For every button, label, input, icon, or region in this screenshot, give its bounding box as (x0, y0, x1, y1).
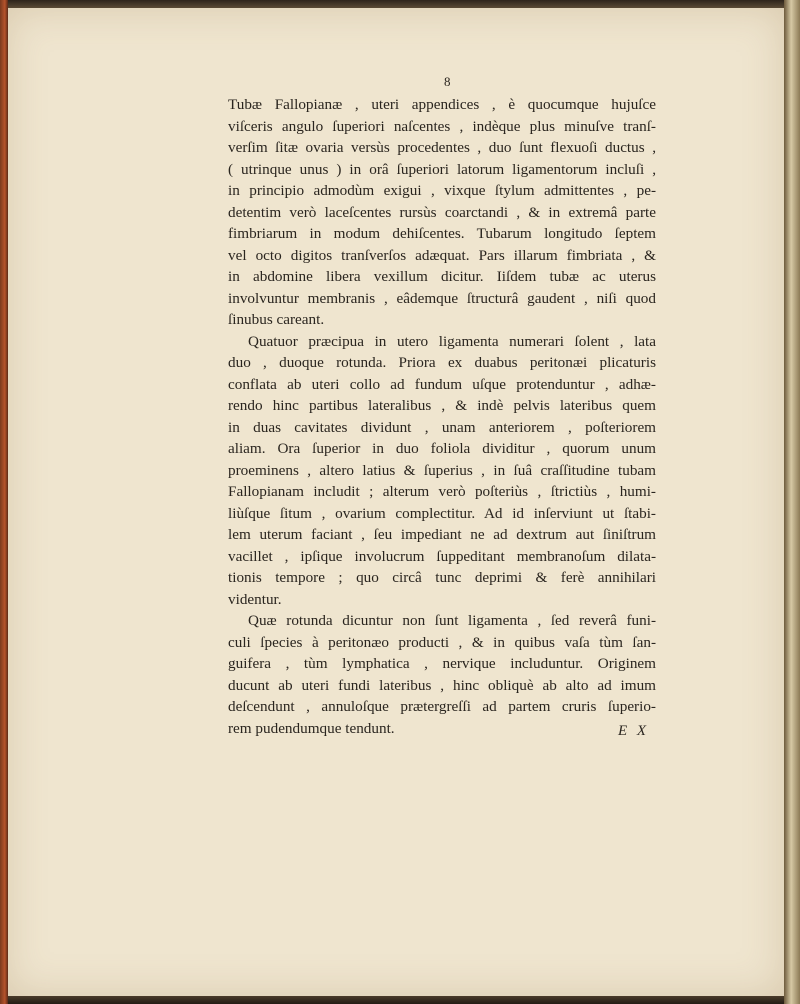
page-number: 8 (444, 74, 451, 89)
text-line: ( utrinque unus ) in orâ ſuperiori latorum ligamentorum incluſi , (228, 160, 656, 178)
text-line: deſcendunt , annuloſque prætergreſſi ad partem cruris ſuperio- (228, 698, 656, 715)
text-line: vacillet , ipſique involucrum ſuppeditant membranoſum dilata- (228, 547, 656, 565)
text-line: detentim verò laceſcentes rursùs coarctandi , & in extremâ parte (228, 203, 656, 221)
text-line: tionis tempore ; quo circâ tunc deprimi & ferè annihilari (228, 569, 656, 586)
text-line: videntur. (228, 590, 282, 608)
page-fore-edge (784, 0, 800, 1004)
text-line: rendo hinc partibus lateralibus , & indè pelvis lateribus quem (228, 397, 656, 414)
text-line: duo , duoque rotunda. Priora ex duabus peritonæi plicaturis (228, 354, 656, 371)
text-line: lem uterum faciant , ſeu impediant ne ad dextrum aut ſiniſtrum (228, 526, 656, 543)
text-line: rem pudendumque tendunt. (228, 719, 395, 737)
text-line: proeminens , altero latius & ſuperius , in ſuâ craſſitudine tubam (228, 461, 656, 479)
text-line: in duas cavitates dividunt , unam anteriorem , poſteriorem (228, 418, 656, 436)
text-line: aliam. Ora ſuperior in duo foliola dividitur , quorum unum (228, 440, 656, 457)
binding-edge (0, 0, 8, 1004)
text-line: Quatuor præcipua in utero ligamenta numerari ſolent , lata (248, 332, 656, 350)
text-line: culi ſpecies à peritonæo producti , & in quibus vaſa tùm ſan- (228, 633, 656, 651)
body-text (228, 94, 656, 739)
top-edge (0, 0, 800, 8)
text-line: in abdomine libera vexillum dicitur. Iiſdem tubæ ac uterus (228, 268, 656, 285)
text-line: guifera , tùm lymphatica , nervique includuntur. Originem (228, 655, 656, 672)
text-line: Fallopianam includit ; alterum verò poſteriùs , ſtrictiùs , humi- (228, 483, 656, 500)
text-line: Quæ rotunda dicuntur non ſunt ligamenta , ſed reverâ funi- (248, 612, 656, 629)
text-line: involvuntur membranis , eâdemque ſtructurâ gaudent , niſi quod (228, 289, 656, 307)
text-line: fimbriarum in modum dehiſcentes. Tubarum longitudo ſeptem (228, 225, 656, 242)
text-line: viſceris angulo ſuperiori naſcentes , indèque plus minuſve tranſ- (228, 117, 656, 135)
text-line: conflata ab uteri collo ad fundum uſque protenduntur , adhæ- (228, 375, 656, 393)
text-line: in principio admodùm exigui , vixque ſtylum admittentes , pe- (228, 182, 656, 199)
text-line: liùſque ſitum , ovarium complectitur. Ad id inſerviunt ut ſtabi- (228, 504, 656, 522)
text-line: vel octo digitos tranſverſos adæquat. Pars illarum fimbriata , & (228, 246, 656, 264)
bottom-edge (0, 996, 800, 1004)
text-line: ducunt ab uteri fundi lateribus , hinc obliquè ab alto ad imum (228, 676, 656, 694)
text-line: verſim ſitæ ovaria versùs procedentes , duo ſunt flexuoſi ductus , (228, 139, 656, 156)
catchword: E X (618, 723, 650, 739)
text-line: ſinubus careant. (228, 311, 325, 328)
text-line: Tubæ Fallopianæ , uteri appendices , è quocumque hujuſce (228, 96, 656, 113)
